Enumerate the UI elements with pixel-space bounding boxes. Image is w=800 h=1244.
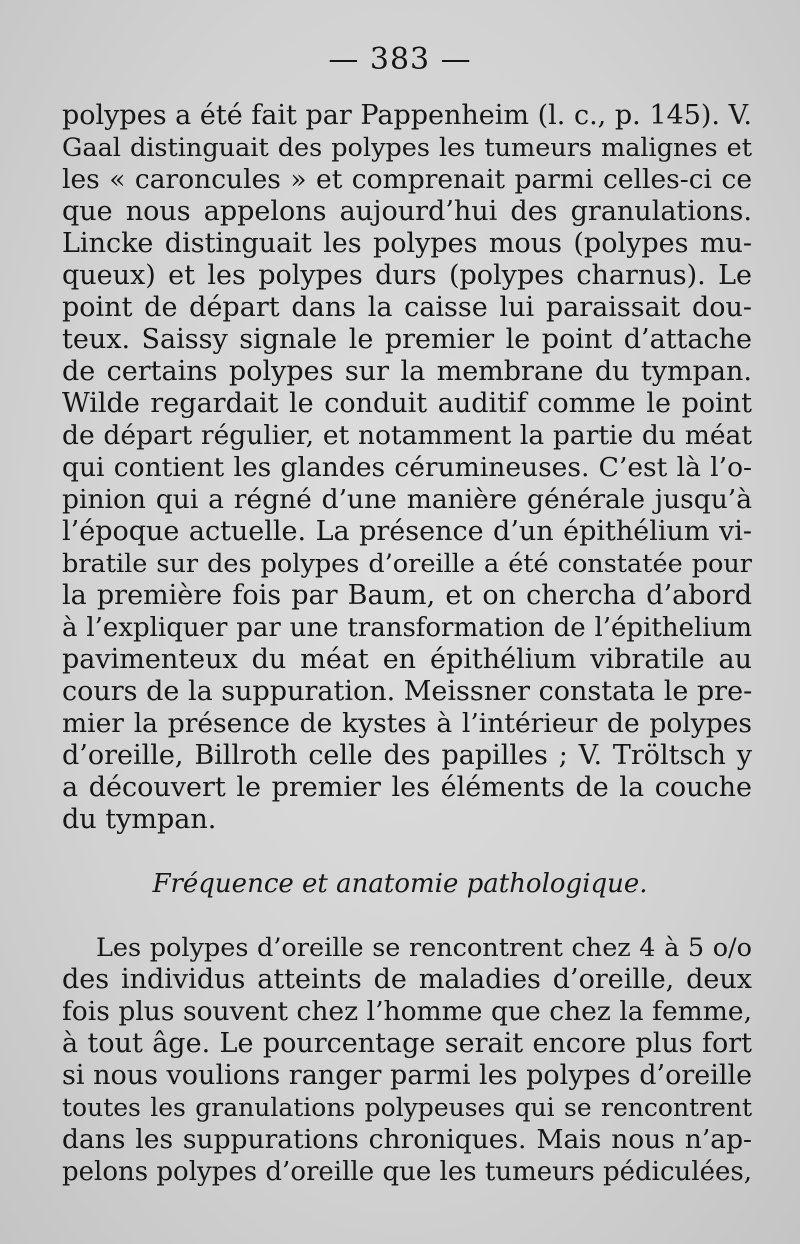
page-number: — 383 —: [328, 42, 472, 77]
text-line: Wilde regardait le conduit auditif comme le point: [62, 388, 752, 419]
text-line: dans les suppurations chroniques. Mais nous n’ap-: [62, 1124, 752, 1155]
text-line: polypes a été fait par Pappenheim (l. c., p. 145). V.: [62, 100, 752, 131]
text-line: les « caroncules » et comprenait parmi celles-ci ce: [62, 164, 752, 195]
text-line: pelons polypes d’oreille que les tumeurs pédiculées,: [62, 1157, 752, 1187]
text-line: Gaal distinguait des polypes les tumeurs malignes et: [62, 133, 752, 163]
text-line: à l’expliquer par une transformation de l’épithelium: [62, 613, 752, 643]
text-line: Les polypes d’oreille se rencontrent chez 4 à 5 o/o: [96, 933, 752, 963]
text-line: pinion qui a régné d’une manière générale jusqu’à: [62, 484, 752, 515]
text-line: point de départ dans la caisse lui paraissait dou-: [62, 292, 752, 323]
text-line: pavimenteux du méat en épithélium vibratile au: [62, 644, 752, 675]
text-line: qui contient les glandes cérumineuses. C’est là l’o-: [62, 452, 752, 483]
text-line: queux) et les polypes durs (polypes charnus). Le: [62, 260, 752, 291]
text-line: si nous voulions ranger parmi les polypes d’oreille: [62, 1060, 753, 1091]
text-line: cours de la suppuration. Meissner constata le pre-: [62, 676, 753, 707]
text-line: du tympan.: [62, 804, 217, 835]
text-line: de certains polypes sur la membrane du tympan.: [62, 356, 752, 387]
text-line: que nous appelons aujourd’hui des granulations.: [62, 196, 752, 227]
text-line: toutes les granulations polypeuses qui se rencontrent: [62, 1093, 752, 1122]
text-line: d’oreille, Billroth celle des papilles ; V. Tröltsch y: [62, 740, 752, 771]
text-line: la première fois par Baum, et on chercha d’abord: [62, 580, 752, 611]
text-line: à tout âge. Le pourcentage serait encore plus fort: [62, 1028, 752, 1059]
text-line: de départ régulier, et notamment la partie du méat: [62, 420, 752, 451]
text-line: Lincke distinguait les polypes mous (polypes mu-: [62, 228, 752, 259]
text-line: a découvert le premier les éléments de la couche: [62, 772, 752, 803]
text-line: des individus atteints de maladies d’oreille, deux: [62, 964, 752, 995]
text-line: teux. Saissy signale le premier le point d’attache: [62, 324, 752, 355]
text-line: mier la présence de kystes à l’intérieur de polypes: [62, 708, 752, 739]
text-line: bratile sur des polypes d’oreille a été constatée pour: [62, 549, 752, 579]
section-heading: Fréquence et anatomie pathologique.: [152, 869, 648, 899]
text-line: l’époque actuelle. La présence d’un épithélium vi-: [62, 516, 752, 547]
text-line: fois plus souvent chez l’homme que chez la femme,: [62, 996, 752, 1027]
